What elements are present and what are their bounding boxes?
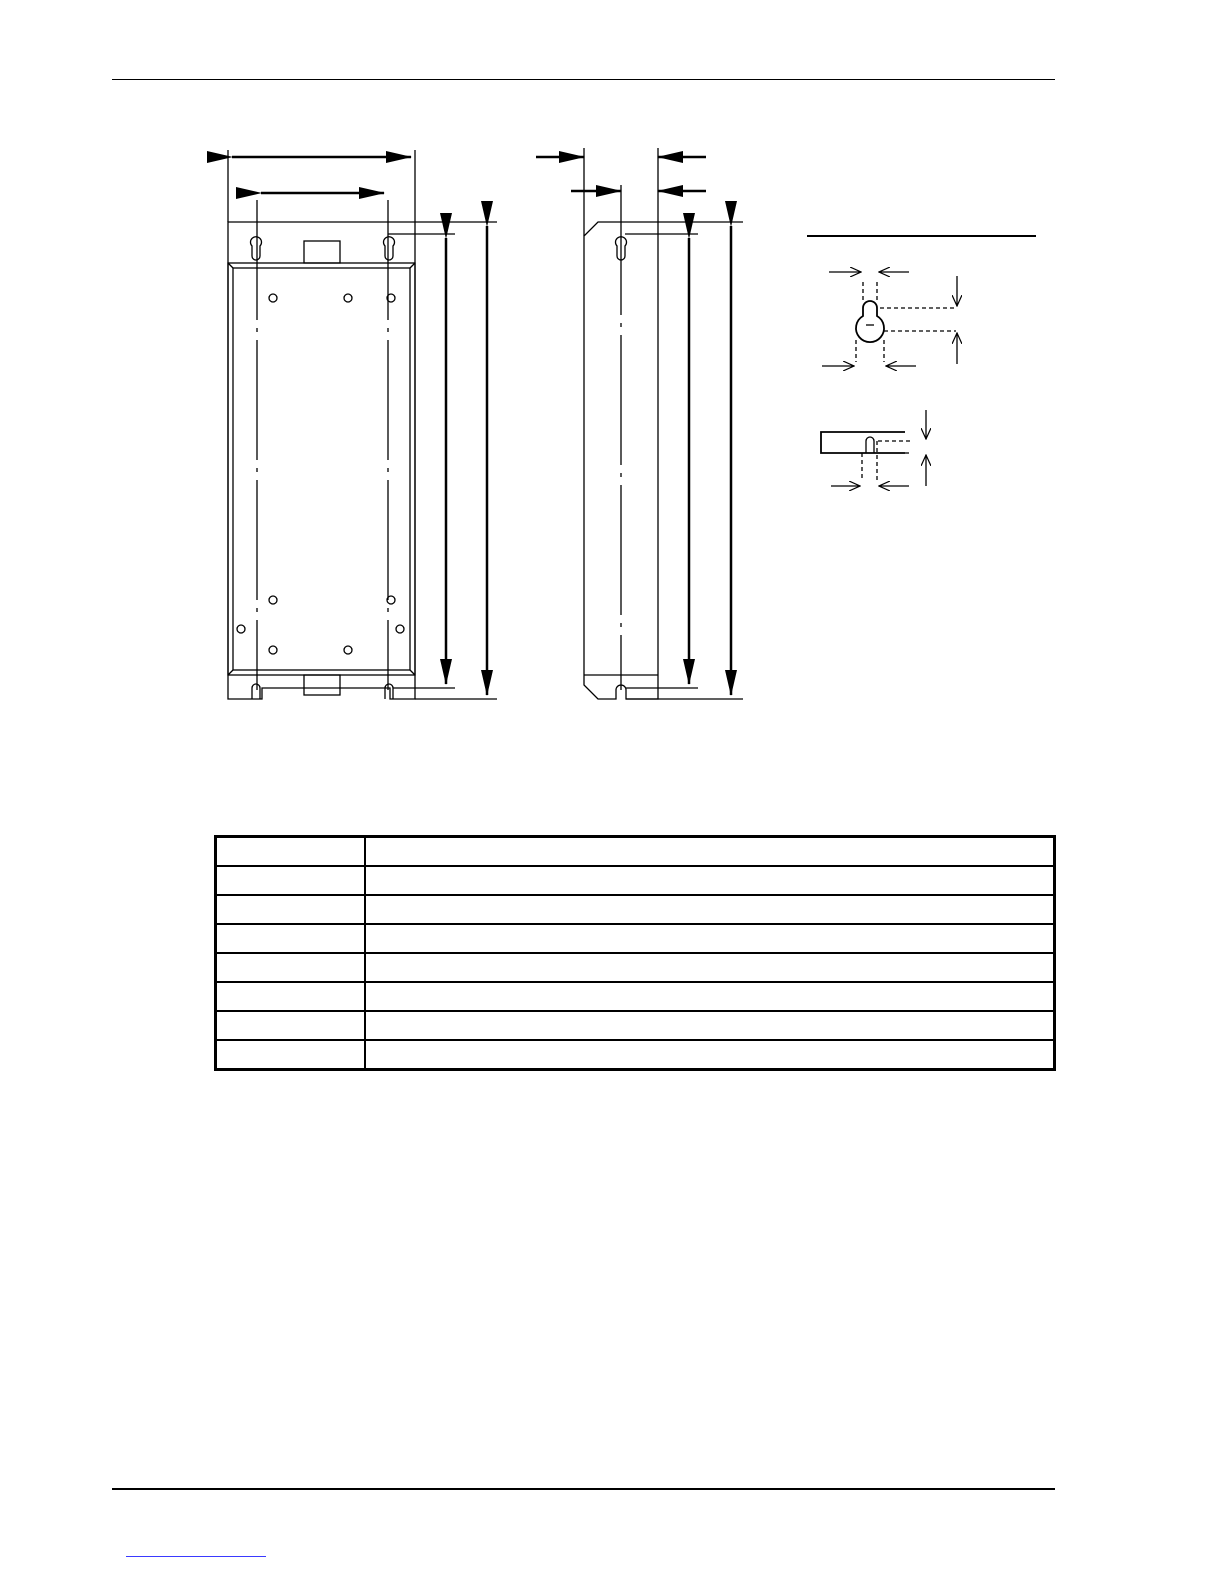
table-cell	[216, 895, 366, 924]
table-cell	[365, 895, 1055, 924]
front-outline	[228, 222, 415, 699]
keyhole-top-left	[251, 237, 262, 260]
table-cell	[365, 924, 1055, 953]
keyhole-top-right	[384, 237, 395, 260]
table-cell	[365, 837, 1055, 867]
slot-bottom-right	[385, 684, 393, 699]
table-cell	[365, 1040, 1055, 1070]
slot-bottom-left	[252, 684, 260, 699]
footer-rule	[112, 1488, 1055, 1490]
table-cell	[216, 1040, 366, 1070]
table-row	[216, 982, 1055, 1011]
table-cell	[216, 982, 366, 1011]
table-cell	[216, 924, 366, 953]
keyhole-shape	[856, 301, 884, 342]
top-connector	[304, 241, 340, 263]
front-panel	[228, 263, 415, 675]
table-cell	[216, 866, 366, 895]
table-cell	[216, 837, 366, 867]
table-row	[216, 895, 1055, 924]
table-row	[216, 953, 1055, 982]
table-cell	[365, 866, 1055, 895]
table-cell	[365, 1011, 1055, 1040]
bottom-connector	[304, 675, 340, 695]
dimension-table	[214, 835, 1056, 1071]
table-cell	[216, 953, 366, 982]
mounting-holes	[237, 294, 404, 654]
table-cell	[365, 953, 1055, 982]
table-row	[216, 924, 1055, 953]
keyhole-section	[821, 432, 905, 453]
table-cell	[365, 982, 1055, 1011]
table-row	[216, 1040, 1055, 1070]
table-row	[216, 866, 1055, 895]
side-view	[536, 148, 743, 699]
front-view	[228, 150, 497, 699]
table-row	[216, 837, 1055, 867]
table-cell	[216, 1011, 366, 1040]
table-row	[216, 1011, 1055, 1040]
keyhole-detail	[807, 236, 1036, 486]
footer-link-underline[interactable]	[126, 1556, 266, 1557]
